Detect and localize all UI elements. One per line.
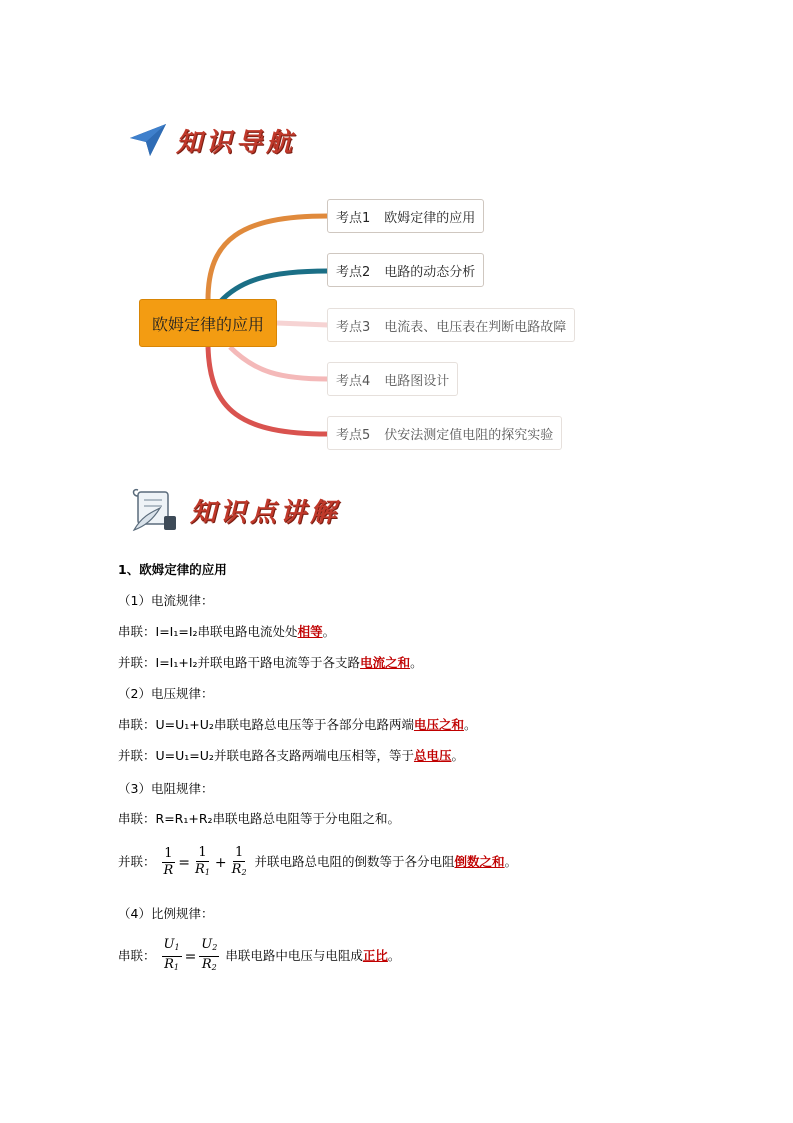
- subheading-voltage: （2）电压规律：: [118, 686, 214, 701]
- mindmap-node-4: 考点4 电路图设计: [327, 362, 458, 396]
- nav-heading-text: 知识导航: [176, 127, 297, 158]
- scroll-quill-icon: [130, 486, 182, 534]
- explain-heading: [130, 485, 340, 535]
- fraction-1-over-R1: $\frac{1}{R_1}$: [195, 844, 210, 877]
- connector-3: [277, 323, 328, 325]
- rule-parallel-resistance: 并联： $\frac{1}{R}$ = $\frac{1}{R_1}$ + $\frac{1}{R_2}$ 并联电路总电阻的倒数等于各分电阻倒数之和。: [118, 842, 517, 883]
- rule-series-voltage: 串联：U=U₁+U₂串联电路总电压等于各部分电路两端电压之和。: [118, 717, 477, 732]
- mindmap-node-3: 考点3 电流表、电压表在判断电路故障: [327, 308, 575, 342]
- mindmap-root: 欧姆定律的应用: [139, 299, 277, 347]
- rule-series-ratio: 串联： $\frac{U_1}{R_1}$ = $\frac{U_2}{R_2}$ 串联电路中电压与电阻成正比。: [118, 936, 400, 977]
- mindmap-node-1: 考点1 欧姆定律的应用: [327, 199, 484, 233]
- section-title: 1、欧姆定律的应用: [118, 562, 227, 577]
- rule-series-current: 串联：I=I₁=I₂串联电路电流处处相等。: [118, 624, 336, 639]
- connector-2: [220, 271, 328, 302]
- rule-series-resistance: 串联：R=R₁+R₂串联电路总电阻等于分电阻之和。: [118, 811, 401, 826]
- subheading-resistance: （3）电阻规律：: [118, 781, 214, 796]
- subheading-ratio: （4）比例规律：: [118, 906, 214, 921]
- connector-1: [208, 216, 328, 300]
- fraction-U1-over-R1: $\frac{U_1}{R_1}$: [163, 937, 180, 972]
- fraction-1-over-R2: $\frac{1}{R_2}$: [231, 844, 247, 877]
- connector-4: [230, 347, 328, 379]
- mindmap-node-2: 考点2 电路的动态分析: [327, 253, 484, 287]
- connector-5: [208, 347, 328, 434]
- mindmap-node-5: 考点5 伏安法测定值电阻的探究实验: [327, 416, 562, 450]
- explain-heading-text: 知识点讲解: [190, 497, 341, 528]
- fraction-U2-over-R2: $\frac{U_2}{R_2}$: [201, 937, 218, 972]
- rule-parallel-current: 并联：I=I₁+I₂并联电路干路电流等于各支路电流之和。: [118, 655, 423, 670]
- subheading-current: （1）电流规律：: [118, 593, 214, 608]
- rule-parallel-voltage: 并联：U=U₁=U₂并联电路各支路两端电压相等，等于总电压。: [118, 748, 464, 763]
- fraction-1-over-R: $\frac{1}{R}$: [163, 846, 174, 878]
